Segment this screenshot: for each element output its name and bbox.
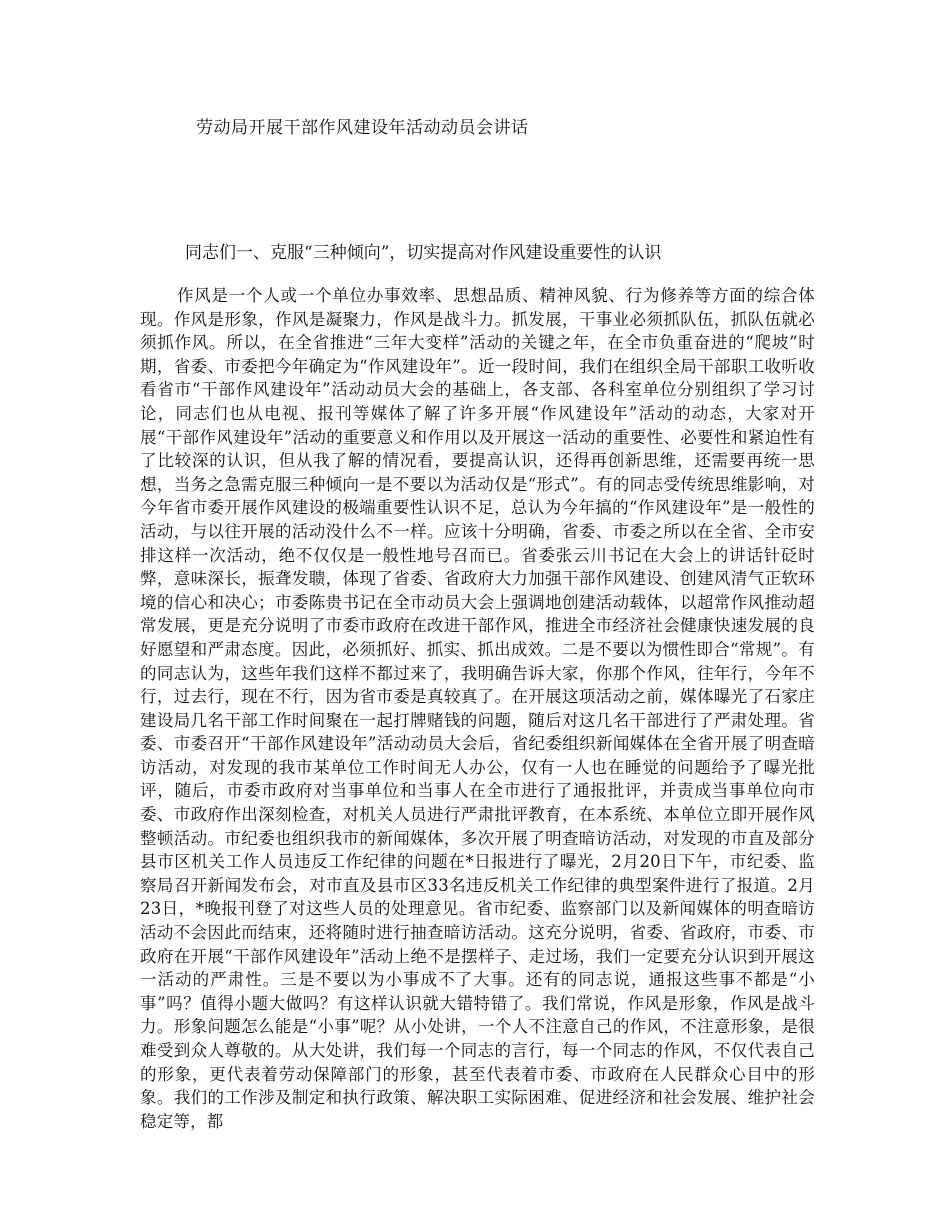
section-heading: 同志们一、克服“三种倾向”，切实提高对作风建设重要性的认识 — [185, 243, 662, 263]
document-title: 劳动局开展干部作风建设年活动动员会讲话 — [196, 118, 529, 138]
body-paragraph: 作风是一个人或一个单位办事效率、思想品质、精神风貌、行为修养等方面的综合体现。作风是形象，作风是凝聚力，作风是战斗力。抓发展，干事业必须抓队伍，抓队伍就必须抓作风。所以，在全省推进“三年大变样”活动的关键之年，在全市负重奋进的“爬坡”时期，省委、市委把今年确定为“作风建设年”。近一段时间，我们在组织全局干部职工收听收看省市“干部作风建设年”活动动员大会的基础上，各支部、各科室单位分别组织了学习讨论，同志们也从电视、报刊等媒体了解了许多开展“作风建设年”活动的动态，大家对开展“干部作风建设年”活动的重要意义和作用以及开展这一活动的重要性、必要性和紧迫性有了比较深的认识，但从我了解的情况看，要提高认识，还得再创新思维，还需要再统一思想，当务之急需克服三种倾向一是不要以为活动仅是“形式”。有的同志受传统思维影响，对今年省市委开展作风建设的极端重要性认识不足，总认为今年搞的“作风建设年”是一般性的活动，与以往开展的活动没什么不一样。应该十分明确，省委、市委之所以在全省、全市安排这样一次活动，绝不仅仅是一般性地号召而已。省委张云川书记在大会上的讲话针砭时弊，意味深长，振聋发聩，体现了省委、省政府大力加强干部作风建设、创建风清气正软环境的信心和决心；市委陈贵书记在全市动员大会上强调地创建活动载体，以超常作风推动超常发展，更是充分说明了市委市政府在改进干部作风，推进全市经济社会健康快速发展的良好愿望和严肃态度。因此，必须抓好、抓实、抓出成效。二是不要以为惯性即合“常规”。有的同志认为，这些年我们这样不都过来了，我明确告诉大家，你那个作风，往年行，今年不行，过去行，现在不行，因为省市委是真较真了。在开展这项活动之前，媒体曝光了石家庄建设局几名干部工作时间聚在一起打牌赌钱的问题，随后对这几名干部进行了严肃处理。省委、市委召开“干部作风建设年”活动动员大会后，省纪委组织新闻媒体在全省开展了明查暗访活动，对发现的我市某单位工作时间无人办公，仅有一人也在睡觉的问题给予了曝光批评，随后，市委市政府对当事单位和当事人在全市进行了通报批评，并责成当事单位向市委、市政府作出深刻检查，对机关人员进行严肃批评教育，在本系统、本单位立即开展作风整顿活动。市纪委也组织我市的新闻媒体，多次开展了明查暗访活动，对发现的市直及部分县市区机关工作人员违反工作纪律的问题在*日报进行了曝光，2月20日下午，市纪委、监察局召开新闻发布会，对市直及县市区33名违反机关工作纪律的典型案件进行了报道。2月23日，*晚报刊登了对这些人员的处理意见。省市纪委、监察部门以及新闻媒体的明查暗访活动不会因此而结束，还将随时进行抽查暗访活动。这充分说明，省委、省政府，市委、市政府在开展“干部作风建设年”活动上绝不是摆样子、走过场，我们一定要充分认识到开展这一活动的严肃性。三是不要以为小事成不了大事。还有的同志说，通报这些事不都是“小事”吗？值得小题大做吗？有这样认识就大错特错了。我们常说，作风是形象，作风是战斗力。形象问题怎么能是“小事”呢？从小处讲，一个人不注意自己的作风，不注意形象，是很难受到众人尊敬的。从大处讲，我们每一个同志的言行，每一个同志的作风，不仅代表自己的形象，更代表着劳动保障部门的形象，甚至代表着市委、市政府在人民群众心目中的形象。我们的工作涉及制定和执行政策、解决职工实际困难、促进经济和社会发展、维护社会稳定等，都 — [140, 286, 815, 1131]
